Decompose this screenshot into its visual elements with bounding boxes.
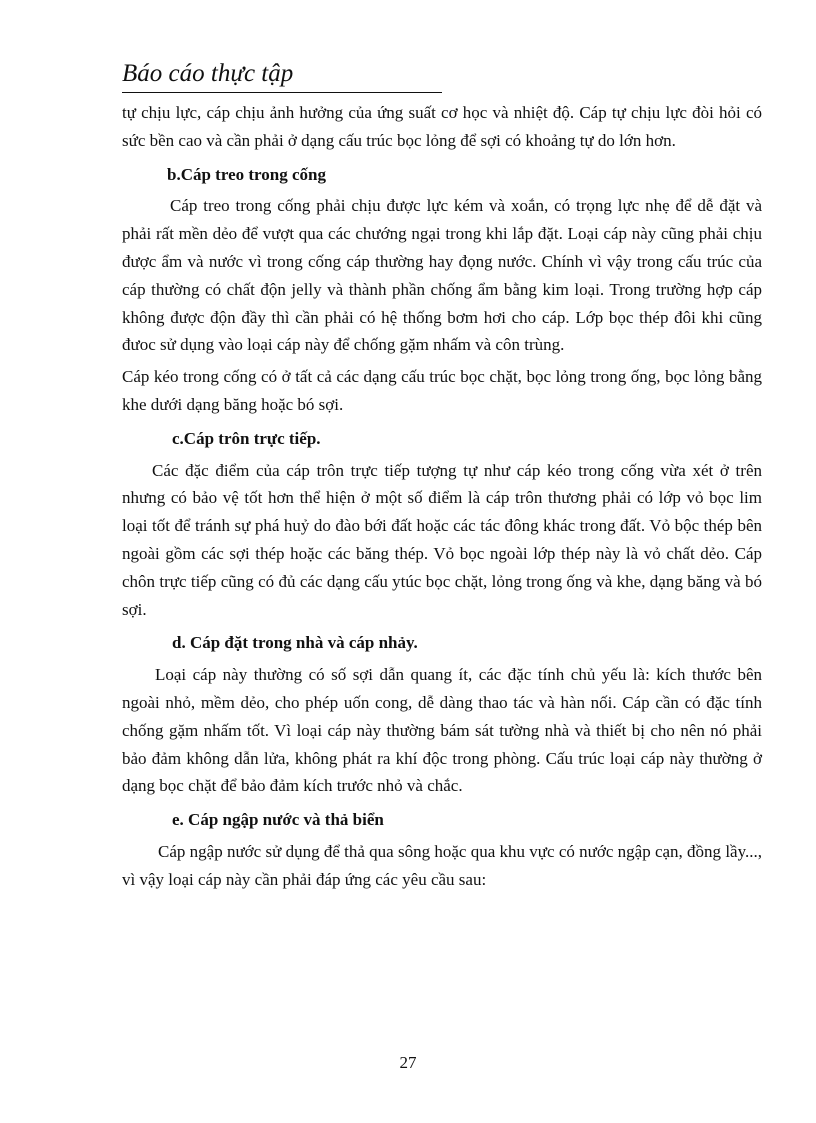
paragraph-submarine-cable: Cáp ngập nước sử dụng để thả qua sông hoặc qua khu vực có nước ngập cạn, đồng lầy..., vì vậy loại cáp này cần phải đáp ứng các yêu cầu sau: bbox=[122, 841, 762, 889]
section-heading-submarine-cable: e. Cáp ngập nước và thả biển bbox=[172, 810, 384, 830]
paragraph-direct-buried-cable: Các đặc điểm của cáp trôn trực tiếp tượng tự như cáp kéo trong cống vừa xét ở trên nhưng có bảo vệ tốt hơn thể hiện ở một số điểm là cáp trôn thương phải có lớp vỏ bọc lim loại tốt để tránh sự phá huỷ do đào bới đất hoặc các tác đông khác trong đất. Vỏ bộc thép bên ngoài gồm các sợi thép hoặc các băng thép. Vỏ bọc ngoài lớp thép này là vỏ chất dẻo. Cáp chôn trực tiếp cũng có đủ các dạng cấu ytúc bọc chặt, lỏng trong ống và khe, dạng băng và bó sợi. bbox=[122, 460, 762, 619]
section-heading-direct-buried-cable: c.Cáp trôn trực tiếp. bbox=[172, 428, 321, 448]
paragraph-self-supporting-cable: tự chịu lực, cáp chịu ảnh hưởng của ứng suất cơ học và nhiệt độ. Cáp tự chịu lực đòi hỏi có sức bền cao và cần phải ở dạng cấu trúc bọc lỏng để sợi có khoảng tự do lớn hơn. bbox=[122, 103, 762, 150]
document-body bbox=[122, 99, 762, 894]
page-header bbox=[122, 58, 442, 93]
paragraph-indoor-cable: Loại cáp này thường có số sợi dẫn quang ít, các đặc tính chủ yếu là: kích thước bên ngoài nhỏ, mềm dẻo, cho phép uốn cong, dễ dàng thao tác và hàn nối. Cáp cần có đặc tính chống gặm nhấm tốt. Vì loại cáp này thường bám sát tường nhà và thiết bị cho nên nó phải bảo đảm không dẫn lửa, không phát ra khí độc trong phòng. Cấu trúc loại cáp này thường ở dạng bọc chặt để bảo đảm kích trước nhỏ và chắc. bbox=[122, 665, 762, 796]
header-title: Báo cáo thực tập bbox=[122, 60, 294, 87]
section-heading-indoor-cable: d. Cáp đặt trong nhà và cáp nhảy. bbox=[172, 633, 418, 653]
page-number: 27 bbox=[399, 1053, 417, 1072]
section-heading-duct-cable: b.Cáp treo trong cống bbox=[167, 164, 326, 184]
paragraph-duct-cable-structures: Cáp kéo trong cống có ở tất cả các dạng cấu trúc bọc chặt, bọc lỏng trong ống, bọc lỏng bằng khe dưới dạng băng hoặc bó sợi. bbox=[122, 367, 762, 414]
paragraph-duct-cable: Cáp treo trong cống phải chịu được lực kém và xoắn, có trọng lực nhẹ để dễ đặt và phải rất mền dẻo để vượt qua các chướng ngại trong khi lắp đặt. Loại cáp này cũng phải chịu được ẩm và nước vì trong cống cáp thường hay đọng nước. Chính vì vậy trong cấu trúc của cáp thường có chất độn jelly và thành phần chống ẩm bằng kim loại. Trong trường hợp cáp không được độn đầy thì cần phải có hệ thống bơm hơi cho cáp. Lớp bọc thép đôi khi cũng đưoc sử dụng vào loại cáp này để chống gặm nhấm và côn trùng. bbox=[122, 196, 762, 355]
